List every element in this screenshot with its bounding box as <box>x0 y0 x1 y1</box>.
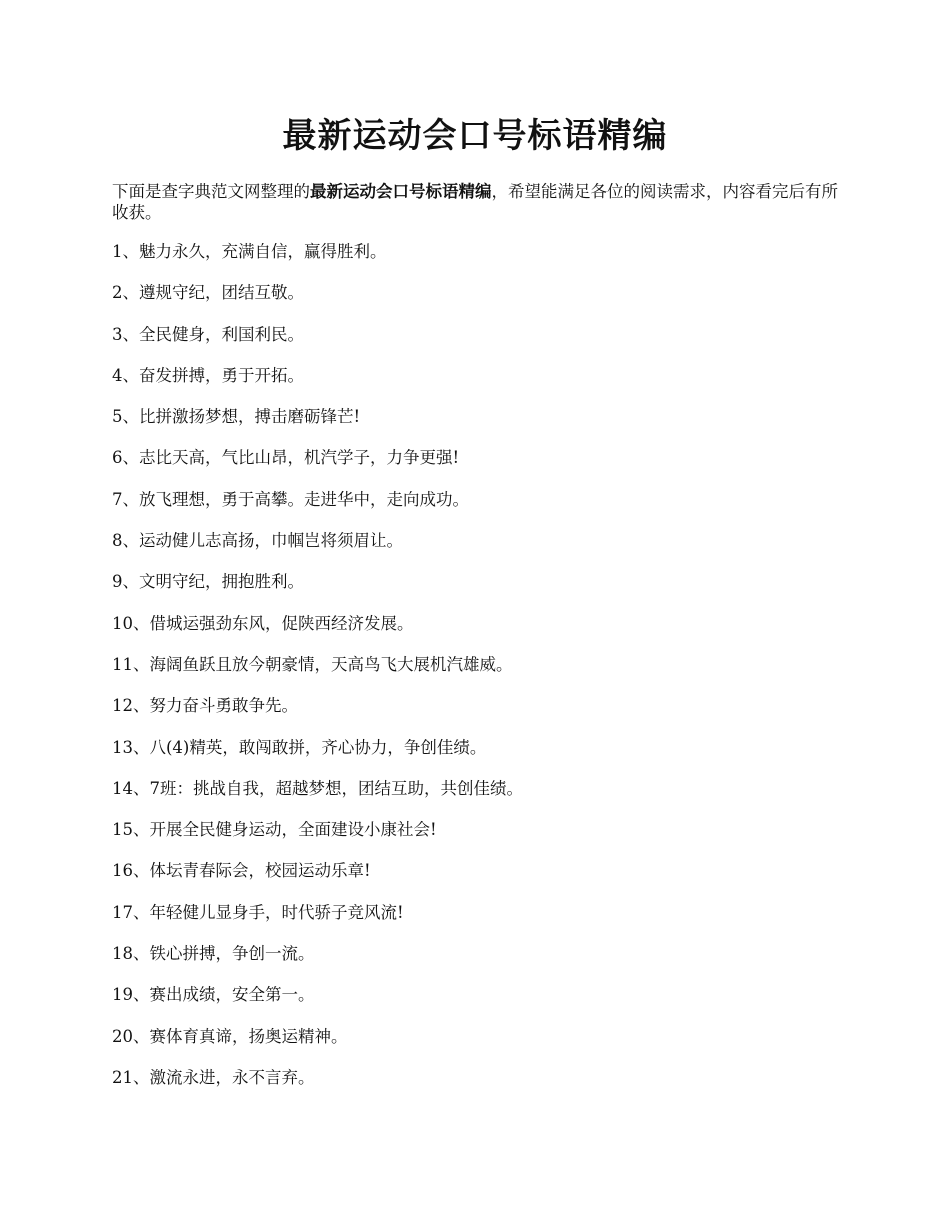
list-item: 1、魅力永久，充满自信，赢得胜利。 <box>112 242 387 261</box>
list-item: 10、借城运强劲东风，促陕西经济发展。 <box>112 613 414 633</box>
page-title: 最新运动会口号标语精编 <box>282 116 668 156</box>
list-item: 21、激流永进，永不言弃。 <box>112 1067 315 1087</box>
list-item: 8、运动健儿志高扬，巾帼岂将须眉让。 <box>112 531 403 551</box>
list-item: 11、海阔鱼跃且放今朝豪情，天高鸟飞大展机汽雄威。 <box>112 654 513 674</box>
list-item: 5、比拼激扬梦想，搏击磨砺锋芒! <box>112 407 361 427</box>
list-item: 2、遵规守纪，团结互敬。 <box>112 283 304 303</box>
intro-text-after: ，希望能满足各位的阅读需求，内容看完后有所收获。 <box>112 182 838 222</box>
list-item: 7、放飞理想，勇于高攀。走进华中，走向成功。 <box>112 489 469 509</box>
list-item: 13、八(4)精英，敢闯敢拼，齐心协力，争创佳绩。 <box>112 737 487 757</box>
list-item: 20、赛体育真谛，扬奥运精神。 <box>112 1026 348 1046</box>
list-item: 14、7班：挑战自我，超越梦想，团结互助，共创佳绩。 <box>112 778 523 798</box>
intro-bold-title: 最新运动会口号标语精编 <box>310 182 492 201</box>
slogan-list <box>112 240 852 1107</box>
list-item: 18、铁心拼搏，争创一流。 <box>112 944 315 964</box>
list-item: 16、体坛青春际会，校园运动乐章! <box>112 861 371 881</box>
list-item: 6、志比天高，气比山昂，机汽学子，力争更强! <box>112 448 460 468</box>
list-item: 9、文明守纪，拥抱胜利。 <box>112 572 304 592</box>
list-item: 15、开展全民健身运动，全面建设小康社会! <box>112 820 437 840</box>
list-item: 3、全民健身，利国利民。 <box>112 324 304 344</box>
list-item: 19、赛出成绩，安全第一。 <box>112 985 315 1005</box>
intro-text-before: 下面是查字典范文网整理的 <box>112 182 310 201</box>
intro-paragraph <box>112 181 842 223</box>
list-item: 4、奋发拼搏，勇于开拓。 <box>112 365 304 385</box>
list-item: 12、努力奋斗勇敢争先。 <box>112 696 298 716</box>
list-item: 17、年轻健儿显身手，时代骄子竞风流! <box>112 902 404 922</box>
